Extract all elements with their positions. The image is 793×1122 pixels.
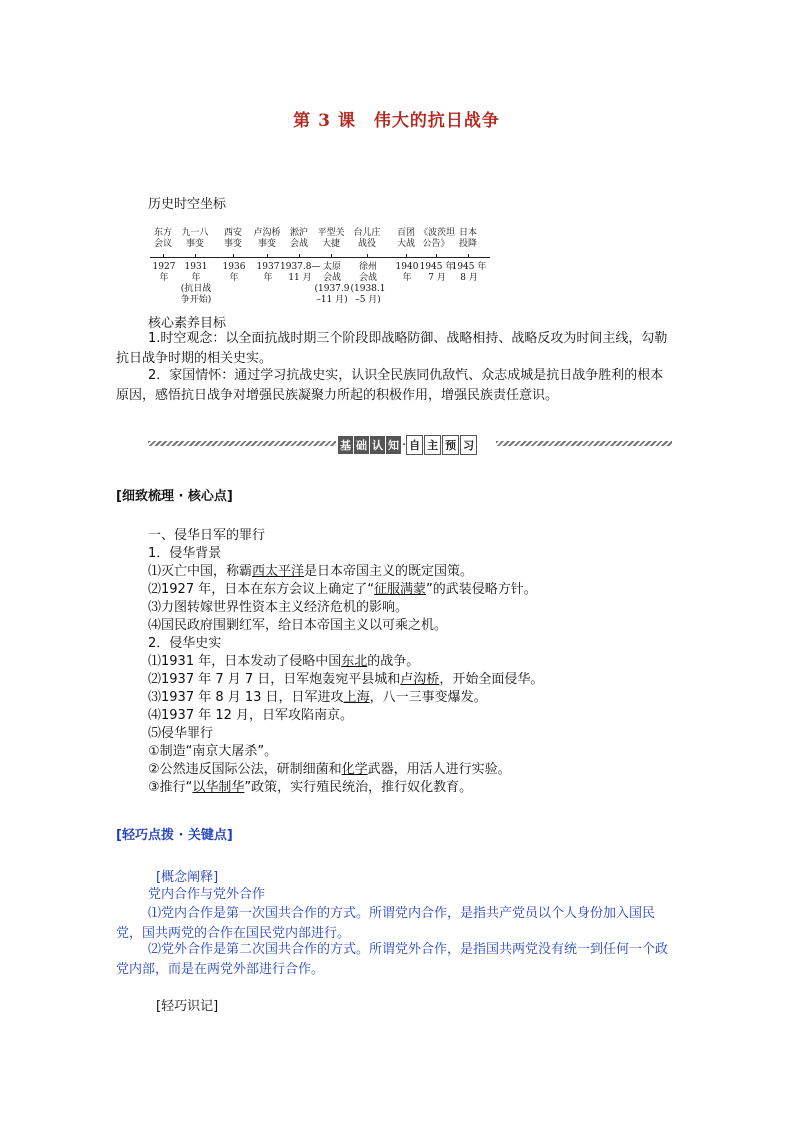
banner-char: 自 (406, 435, 423, 455)
timeline-event: 西安 事变 (223, 228, 242, 249)
fact-item-1: ⑴1931 年，日本发动了侵略中国东北的战争。 (148, 654, 420, 669)
timeline-tick (331, 254, 332, 258)
crime-item-3: ③推行“以华制华”政策，实行殖民统治，推行奴化教育。 (148, 780, 473, 795)
timeline-tick (233, 254, 234, 258)
background-item-4: ⑷国民政府围剿红军，给日本帝国主义以可乘之机。 (148, 618, 448, 633)
timeline-date: 1945 年 7 月 (419, 262, 455, 283)
timeline-date: 1927 年 (152, 262, 176, 283)
timeline-date: 1937.8— 11 月 (280, 262, 321, 283)
fact-item-2: ⑵1937 年 7 月 7 日，日军炮轰宛平县城和卢沟桥，开始全面侵华。 (148, 672, 544, 687)
subheading-background: 1．侵华背景 (148, 546, 222, 561)
coords-heading: 历史时空坐标 (148, 197, 227, 212)
timeline-event: 台儿庄 战役 (353, 228, 381, 249)
memo-label: [轻巧识记] (156, 999, 219, 1014)
goal-item-1: 1.时空观念：以全面抗战时期三个阶段即战略防御、战略相持、战略反攻为时间主线，勾勒抗日战争时期的相关史实。 (116, 331, 668, 366)
banner-dot: · (402, 438, 407, 453)
timeline-tick (436, 254, 437, 258)
background-item-3: ⑶力图转嫁世界性资本主义经济危机的影响。 (148, 600, 409, 615)
fact-item-5: ⑸侵华罪行 (148, 726, 214, 741)
banner-band-right (496, 441, 672, 446)
banner-char: 基 (338, 436, 353, 454)
timeline-event: 九一八 事变 (181, 228, 209, 249)
banner-char: 主 (424, 435, 441, 455)
timeline-axis (150, 257, 490, 258)
timeline-tick (367, 254, 368, 258)
background-item-2: ⑵1927 年，日本在东方会议上确定了“征服满蒙”的武装侵略方针。 (148, 582, 537, 597)
banner-band-left (148, 441, 336, 446)
subheading-facts: 2．侵华史实 (148, 636, 222, 651)
timeline-date: 1936 年 (222, 262, 246, 283)
timeline-event: 卢沟桥 事变 (253, 228, 281, 249)
crime-item-2: ②公然违反国际公法，研制细菌和化学武器，用活人进行实验。 (148, 762, 511, 777)
page-title: 第 3 课 伟大的抗日战争 (293, 111, 500, 131)
timeline-event: 《波茨坦 公告》 (419, 228, 456, 249)
concept-topic: 党内合作与党外合作 (148, 887, 266, 902)
section-banner (338, 435, 478, 455)
timeline-date: 1931 年 (抗日战 争开始) (180, 262, 212, 305)
heading-crimes: 一、侵华日军的罪行 (148, 528, 266, 543)
timeline-tick (468, 254, 469, 258)
timeline-date: 徐州 会战 (1938.1 –5 月) (350, 262, 386, 305)
banner-char: 知 (386, 436, 401, 454)
fact-item-4: ⑷1937 年 12 月，日军攻陷南京。 (148, 708, 354, 723)
goals-heading: 核心素养目标 (148, 316, 227, 331)
timeline-tick (299, 254, 300, 258)
timeline-event: 百团 大战 (396, 228, 415, 249)
timeline-tick (163, 254, 164, 258)
fact-item-3: ⑶1937 年 8 月 13 日，日军进攻上海，八一三事变爆发。 (148, 690, 487, 705)
goal-item-2: 2．家国情怀：通过学习抗战史实，认识全民族同仇敌忾、众志成城是抗日战争胜利的根本原因，感悟抗日战争对增强民族凝聚力所起的积极作用，增强民族责任意识。 (116, 368, 664, 403)
concept-paragraph-1: ⑴党内合作是第一次国共合作的方式。所谓党内合作，是指共产党员以个人身份加入国民党，国共两党的合作在国民党内部进行。 (116, 906, 656, 941)
concept-label: [概念阐释] (156, 870, 219, 885)
background-item-1: ⑴灭亡中国，称霸西太平洋是日本帝国主义的既定国策。 (148, 564, 474, 579)
timeline-event: 日本 投降 (458, 228, 477, 249)
timeline (150, 228, 490, 308)
timeline-tick (267, 254, 268, 258)
section-heading-key: [轻巧点拨 · 关键点] (116, 828, 233, 843)
banner-char: 预 (442, 435, 459, 455)
timeline-tick (195, 254, 196, 258)
timeline-date: 1945 年 8 月 (451, 262, 487, 283)
timeline-date: 1940 年 (395, 262, 419, 283)
timeline-date: 1937 年 (256, 262, 280, 283)
timeline-date: 太原 会战 (1937.9 –11 月) (314, 262, 350, 305)
timeline-event: 东方 会议 (153, 228, 172, 249)
timeline-event: 平型关 大捷 (317, 228, 345, 249)
section-heading-core: [细致梳理 · 核心点] (116, 489, 233, 504)
timeline-event: 淞沪 会战 (289, 228, 308, 249)
banner-char: 础 (354, 436, 369, 454)
crime-item-1: ①制造“南京大屠杀”。 (148, 744, 278, 759)
timeline-tick (406, 254, 407, 258)
concept-paragraph-2: ⑵党外合作是第二次国共合作的方式。所谓党外合作，是指国共两党没有统一到任何一个政党内部，而是在两党外部进行合作。 (116, 942, 669, 977)
banner-char: 习 (460, 435, 477, 455)
banner-char: 认 (370, 436, 385, 454)
